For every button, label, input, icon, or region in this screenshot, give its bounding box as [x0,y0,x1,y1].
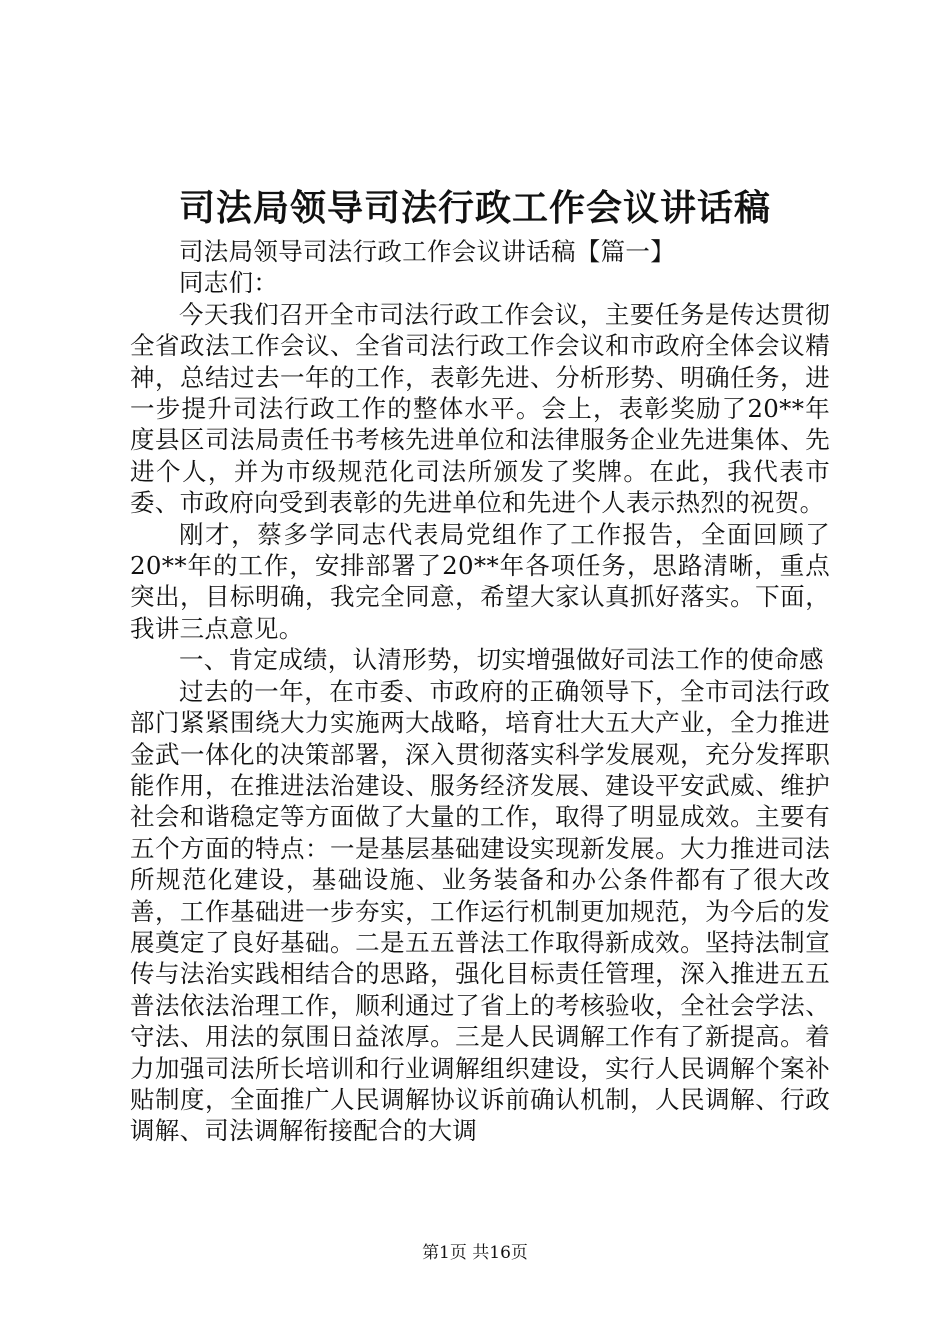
body-paragraph: 过去的一年，在市委、市政府的正确领导下，全市司法行政部门紧紧围绕大力实施两大战略，培育壮大五大产业，全力推进金武一体化的决策部署，深入贯彻落实科学发展观，充分发挥职能作用，在推进法治建设、服务经济发展、建设平安武威、维护社会和谐稳定等方面做了大量的工作，取得了明显成效。主要有五个方面的特点：一是基层基础建设实现新发展。大力推进司法所规范化建设，基础设施、业务装备和办公条件都有了很大改善，工作基础进一步夯实，工作运行机制更加规范，为今后的发展奠定了良好基础。二是五五普法工作取得新成效。坚持法制宣传与法治实践相结合的思路，强化目标责任管理，深入推进五五普法依法治理工作，顺利通过了省上的考核验收，全社会学法、守法、用法的氛围日益浓厚。三是人民调解工作有了新提高。着力加强司法所长培训和行业调解组织建设，实行人民调解个案补贴制度，全面推广人民调解协议诉前确认机制，人民调解、行政调解、司法调解衔接配合的大调 [130,676,830,1146]
subsection-heading: 一、肯定成绩，认清形势，切实增强做好司法工作的使命感 [179,645,824,675]
salutation: 同志们： [179,268,279,298]
page-number-footer: 第1页 共16页 [422,1243,528,1263]
section-heading: 司法局领导司法行政工作会议讲话稿【篇一】 [179,237,675,266]
body-paragraph: 今天我们召开全市司法行政工作会议，主要任务是传达贯彻全省政法工作会议、全省司法行政工作会议和市政府全体会议精神，总结过去一年的工作，表彰先进、分析形势、明确任务，进一步提升司法行政工作的整体水平。会上，表彰奖励了20**年度县区司法局责任书考核先进单位和法律服务企业先进集体、先进个人，并为市级规范化司法所颁发了奖牌。在此，我代表市委、市政府向受到表彰的先进单位和先进个人表示热烈的祝贺。 [130,299,830,518]
document-body [130,236,830,1147]
document-title: 司法局领导司法行政工作会议讲话稿 [178,187,771,229]
body-paragraph: 刚才，蔡多学同志代表局党组作了工作报告，全面回顾了20**年的工作，安排部署了20**年各项任务，思路清晰，重点突出，目标明确，我完全同意，希望大家认真抓好落实。下面，我讲三点意见。 [130,519,830,643]
